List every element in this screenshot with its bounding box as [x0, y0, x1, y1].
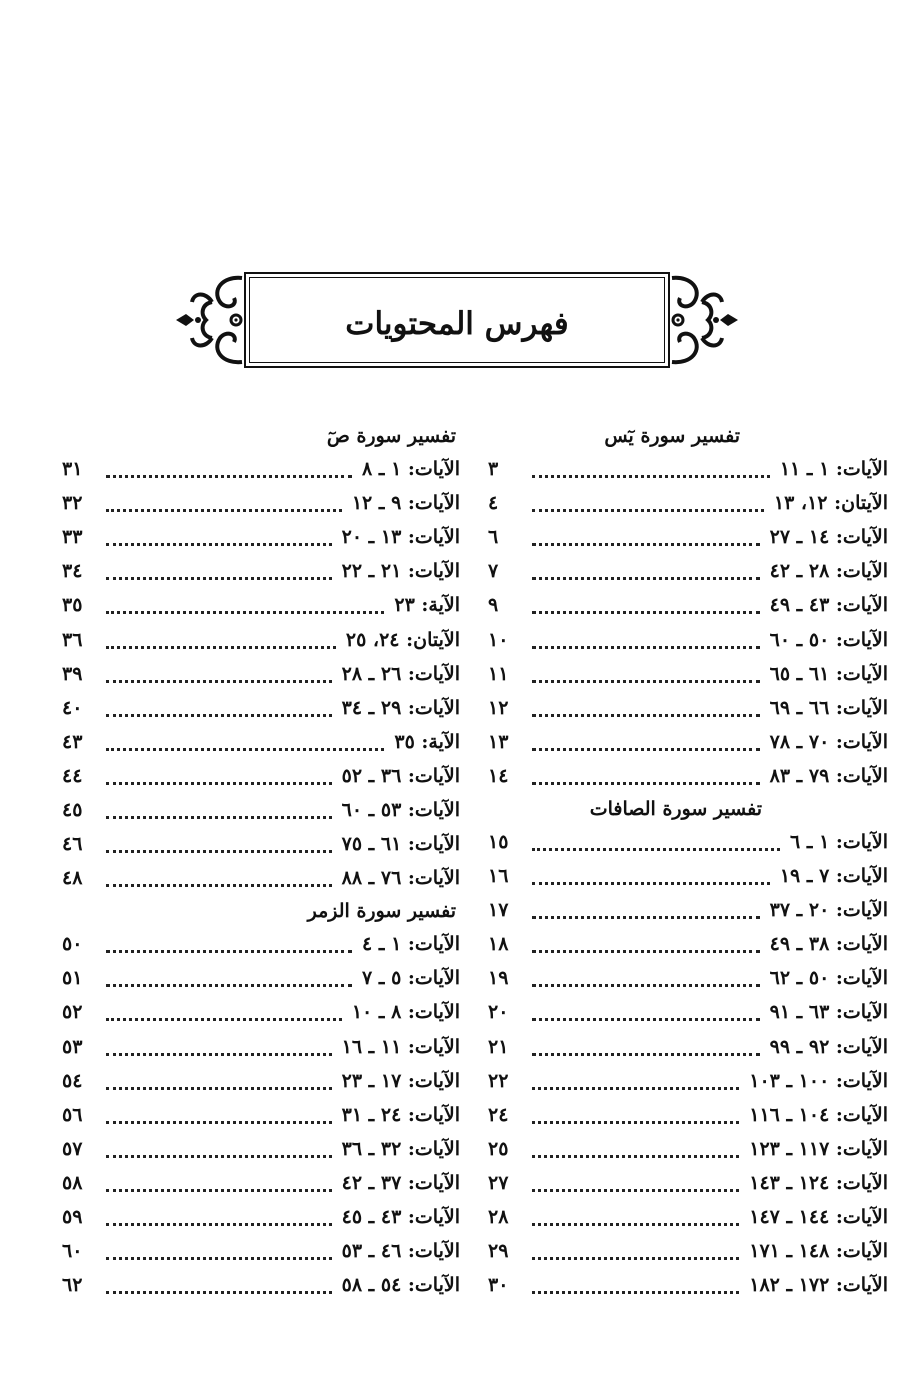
entry-label: الآيات: ٢٩ ـ ٣٤	[341, 696, 460, 719]
toc-entry[interactable]	[488, 927, 888, 961]
page-title: فهرس المحتويات	[345, 306, 569, 342]
toc-entry[interactable]	[488, 691, 888, 725]
dot-leader	[532, 881, 770, 885]
dot-leader	[532, 679, 760, 683]
toc-entry[interactable]	[62, 622, 460, 656]
scroll-ornament-icon	[172, 268, 252, 372]
dot-leader	[532, 1052, 760, 1056]
page-number: ٤٣	[62, 730, 83, 753]
entry-label: الآيات: ٢٦ ـ ٢٨	[341, 662, 460, 685]
entry-label: الآيات: ٤٦ ـ ٥٣	[341, 1240, 460, 1263]
page-number: ٥٣	[62, 1035, 83, 1058]
toc-entry[interactable]	[62, 657, 460, 691]
entry-label: الآيات: ٢٤ ـ ٣١	[341, 1103, 460, 1126]
entry-label: الآيات: ٦١ ـ ٧٥	[341, 833, 460, 856]
entry-label: الآيات: ٣٦ ـ ٥٢	[341, 764, 460, 787]
entry-label: الآيات: ٧٩ ـ ٨٣	[769, 764, 888, 787]
entry-label: الآيات: ١١٧ ـ ١٢٣	[749, 1137, 888, 1160]
toc-entry[interactable]	[62, 1098, 460, 1132]
dot-leader	[532, 983, 760, 987]
page-number: ١٨	[488, 933, 509, 956]
entry-label: الآيات: ٣٧ ـ ٤٢	[341, 1171, 460, 1194]
page-number: ٢٨	[488, 1206, 509, 1229]
dot-leader	[532, 847, 780, 851]
dot-leader	[532, 645, 760, 649]
dot-leader	[532, 1086, 739, 1090]
page-number: ٤٦	[62, 833, 83, 856]
page-number: ٣٥	[62, 594, 83, 617]
dot-leader	[532, 508, 764, 512]
dot-leader	[106, 815, 332, 819]
toc-entry[interactable]	[62, 691, 460, 725]
page-number: ٢٧	[488, 1171, 509, 1194]
page-number: ٢٩	[488, 1240, 509, 1263]
page-number: ٢١	[488, 1035, 509, 1058]
page-number: ٣٣	[62, 526, 83, 549]
toc-entry[interactable]	[62, 452, 460, 486]
entry-label: الآيات: ١٧٢ ـ ١٨٢	[749, 1274, 888, 1297]
entry-label: الآيات: ٥٠ ـ ٦٢	[769, 967, 888, 990]
scroll-ornament-icon	[662, 268, 742, 372]
entry-label: الآيات: ٩ ـ ١٢	[351, 492, 460, 515]
toc-entry[interactable]	[488, 1064, 888, 1098]
toc-entry[interactable]	[62, 827, 460, 861]
entry-label: الآيات: ١٢٤ ـ ١٤٣	[749, 1171, 888, 1194]
dot-leader	[106, 1154, 332, 1158]
page-number: ٣٦	[62, 628, 83, 651]
dot-leader	[106, 713, 332, 717]
dot-leader	[106, 1290, 332, 1294]
entry-label: الآيات: ٥٠ ـ ٦٠	[769, 628, 888, 651]
entry-label: الآيات: ٧٠ ـ ٧٨	[769, 730, 888, 753]
page-number: ٥٦	[62, 1103, 83, 1126]
toc-entry[interactable]	[62, 588, 460, 622]
toc-entry[interactable]	[488, 961, 888, 995]
toc-entry[interactable]	[62, 486, 460, 520]
entry-label: الآيات: ٢٨ ـ ٤٢	[769, 560, 888, 583]
entry-label: الآيات: ١ ـ ٤	[362, 933, 460, 956]
dot-leader	[532, 1256, 739, 1260]
toc-entry[interactable]	[488, 725, 888, 759]
toc-column-left	[62, 420, 460, 1302]
page-number: ٩	[488, 594, 499, 617]
page-number: ١٣	[488, 730, 509, 753]
entry-label: الآيتان: ١٢، ١٣	[773, 492, 888, 515]
toc-entry[interactable]	[488, 825, 888, 859]
page-number: ٤	[488, 492, 499, 515]
dot-leader	[532, 576, 760, 580]
page-number: ١١	[488, 662, 509, 685]
dot-leader	[106, 1256, 332, 1260]
page-number: ٥١	[62, 967, 83, 990]
toc-entry[interactable]	[488, 1030, 888, 1064]
page-number: ٦٢	[62, 1274, 83, 1297]
dot-leader	[106, 679, 332, 683]
page-number: ١٧	[488, 899, 509, 922]
entry-label: الآيات: ١ ـ ٨	[362, 458, 460, 481]
toc-entry[interactable]	[62, 520, 460, 554]
entry-label: الآيات: ٩٢ ـ ٩٩	[769, 1035, 888, 1058]
page-number: ١٩	[488, 967, 509, 990]
entry-label: الآيات: ١ ـ ١١	[779, 458, 888, 481]
toc-entry[interactable]	[488, 1098, 888, 1132]
entry-label: الآيات: ٦١ ـ ٦٥	[769, 662, 888, 685]
toc-entry[interactable]	[62, 1166, 460, 1200]
page-number: ٣١	[62, 458, 83, 481]
page-number: ٦٠	[62, 1240, 83, 1263]
toc-entry[interactable]	[488, 622, 888, 656]
entry-label: الآيات: ٧٦ ـ ٨٨	[341, 867, 460, 890]
toc-entry[interactable]	[62, 554, 460, 588]
toc-entry[interactable]	[62, 1268, 460, 1302]
dot-leader	[106, 1052, 332, 1056]
toc-entry[interactable]	[488, 520, 888, 554]
page-number: ١٢	[488, 696, 509, 719]
page-number: ٢٥	[488, 1137, 509, 1160]
page-number: ١٦	[488, 865, 509, 888]
dot-leader	[532, 610, 760, 614]
dot-leader	[106, 1120, 332, 1124]
toc-entry[interactable]	[488, 893, 888, 927]
entry-label: الآيات: ١٣ ـ ٢٠	[341, 526, 460, 549]
dot-leader	[532, 1290, 739, 1294]
page-number: ٧	[488, 560, 499, 583]
title-frame	[172, 268, 742, 372]
toc-entry[interactable]	[488, 486, 888, 520]
dot-leader	[106, 610, 384, 614]
toc-entry[interactable]	[62, 759, 460, 793]
entry-label: الآيات: ٢٠ ـ ٣٧	[769, 899, 888, 922]
toc-entry[interactable]	[62, 861, 460, 895]
toc-entry[interactable]	[488, 1234, 888, 1268]
toc-column-right	[488, 420, 888, 1302]
dot-leader	[106, 949, 352, 953]
entry-label: الآيات: ١١ ـ ١٦	[341, 1035, 460, 1058]
dot-leader	[532, 949, 760, 953]
dot-leader	[532, 1120, 739, 1124]
dot-leader	[532, 781, 760, 785]
dot-leader	[532, 542, 760, 546]
entry-label: الآيات: ١٤ ـ ٢٧	[769, 526, 888, 549]
entry-label: الآيات: ١٧ ـ ٢٣	[341, 1069, 460, 1092]
toc-entry[interactable]	[62, 1064, 460, 1098]
toc-entry[interactable]	[62, 1132, 460, 1166]
entry-label: الآيات: ٨ ـ ١٠	[351, 1001, 460, 1024]
toc-entry[interactable]	[488, 588, 888, 622]
dot-leader	[532, 474, 770, 478]
page-number: ٣٩	[62, 662, 83, 685]
page-number: ٥٤	[62, 1069, 83, 1092]
dot-leader	[106, 849, 332, 853]
toc-entry[interactable]	[62, 793, 460, 827]
page-number: ٤٨	[62, 867, 83, 890]
page-number: ٦	[488, 526, 499, 549]
dot-leader	[532, 713, 760, 717]
entry-label: الآيات: ٥٤ ـ ٥٨	[341, 1274, 460, 1297]
page-number: ٣٤	[62, 560, 83, 583]
entry-label: الآيات: ٤٣ ـ ٤٥	[341, 1206, 460, 1229]
toc-entry[interactable]	[488, 554, 888, 588]
page-number: ٢٠	[488, 1001, 509, 1024]
entry-label: الآيات: ٦٦ ـ ٦٩	[769, 696, 888, 719]
toc-entry[interactable]	[62, 995, 460, 1029]
entry-label: الآية: ٣٥	[394, 730, 460, 753]
entry-label: الآيات: ٥٣ ـ ٦٠	[341, 798, 460, 821]
dot-leader	[106, 508, 342, 512]
dot-leader	[106, 1222, 332, 1226]
dot-leader	[106, 883, 332, 887]
dot-leader	[106, 747, 384, 751]
toc-entry[interactable]	[62, 1200, 460, 1234]
page-number: ٣٢	[62, 492, 83, 515]
section-heading: تفسير سورة الصافات	[589, 797, 762, 820]
entry-label: الآيات: ٢١ ـ ٢٢	[341, 560, 460, 583]
dot-leader	[106, 474, 352, 478]
entry-label: الآيات: ٣٨ ـ ٤٩	[769, 933, 888, 956]
toc-entry[interactable]	[488, 452, 888, 486]
page-number: ٣٠	[488, 1274, 509, 1297]
entry-label: الآيات: ١٤٤ ـ ١٤٧	[749, 1206, 888, 1229]
page-number: ٤٥	[62, 798, 83, 821]
page-number: ٤٠	[62, 696, 83, 719]
entry-label: الآيات: ١٠٠ ـ ١٠٣	[749, 1069, 888, 1092]
toc-entry[interactable]	[62, 725, 460, 759]
toc-entry[interactable]	[488, 759, 888, 793]
entry-label: الآيتان: ٢٤، ٢٥	[345, 628, 460, 651]
dot-leader	[106, 576, 332, 580]
toc-entry[interactable]	[62, 927, 460, 961]
dot-leader	[106, 1086, 332, 1090]
toc-entry[interactable]	[62, 1030, 460, 1064]
toc-entry[interactable]	[62, 961, 460, 995]
page-number: ٣	[488, 458, 499, 481]
dot-leader	[106, 983, 352, 987]
dot-leader	[532, 1154, 739, 1158]
page-number: ١٠	[488, 628, 509, 651]
entry-label: الآيات: ٧ ـ ١٩	[779, 865, 888, 888]
toc-entry[interactable]	[488, 1200, 888, 1234]
entry-label: الآيات: ٥ ـ ٧	[362, 967, 460, 990]
dot-leader	[532, 915, 760, 919]
page-number: ٢٤	[488, 1103, 509, 1126]
entry-label: الآيات: ٤٣ ـ ٤٩	[769, 594, 888, 617]
dot-leader	[106, 1017, 342, 1021]
toc-entry[interactable]	[488, 657, 888, 691]
toc-entry[interactable]	[488, 1268, 888, 1302]
toc-entry[interactable]	[488, 995, 888, 1029]
page-number: ٥٢	[62, 1001, 83, 1024]
dot-leader	[532, 1188, 739, 1192]
section-heading: تفسير سورة صٓ	[326, 425, 456, 447]
dot-leader	[532, 747, 760, 751]
dot-leader	[106, 781, 332, 785]
page-number: ٥٨	[62, 1171, 83, 1194]
dot-leader	[106, 1188, 332, 1192]
entry-label: الآيات: ٦٣ ـ ٩١	[769, 1001, 888, 1024]
page-number: ١٥	[488, 830, 509, 853]
dot-leader	[106, 645, 336, 649]
page-number: ٥٧	[62, 1137, 83, 1160]
entry-label: الآيات: ١٤٨ ـ ١٧١	[749, 1240, 888, 1263]
toc-entry[interactable]	[488, 1132, 888, 1166]
page-number: ٢٢	[488, 1069, 509, 1092]
entry-label: الآيات: ١٠٤ ـ ١١٦	[749, 1103, 888, 1126]
dot-leader	[532, 1222, 739, 1226]
title-box	[244, 272, 670, 368]
dot-leader	[106, 542, 332, 546]
page-number: ١٤	[488, 764, 509, 787]
entry-label: الآيات: ٣٢ ـ ٣٦	[341, 1137, 460, 1160]
toc-entry[interactable]	[62, 1234, 460, 1268]
section-heading: تفسير سورة الزمر	[307, 900, 456, 923]
entry-label: الآية: ٢٣	[394, 594, 460, 617]
toc-entry[interactable]	[488, 859, 888, 893]
page-number: ٥٠	[62, 933, 83, 956]
toc-entry[interactable]	[488, 1166, 888, 1200]
entry-label: الآيات: ١ ـ ٦	[790, 830, 888, 853]
section-heading: تفسير سورة يٓس	[604, 425, 740, 447]
page-number: ٤٤	[62, 764, 83, 787]
dot-leader	[532, 1017, 760, 1021]
page-number: ٥٩	[62, 1206, 83, 1229]
